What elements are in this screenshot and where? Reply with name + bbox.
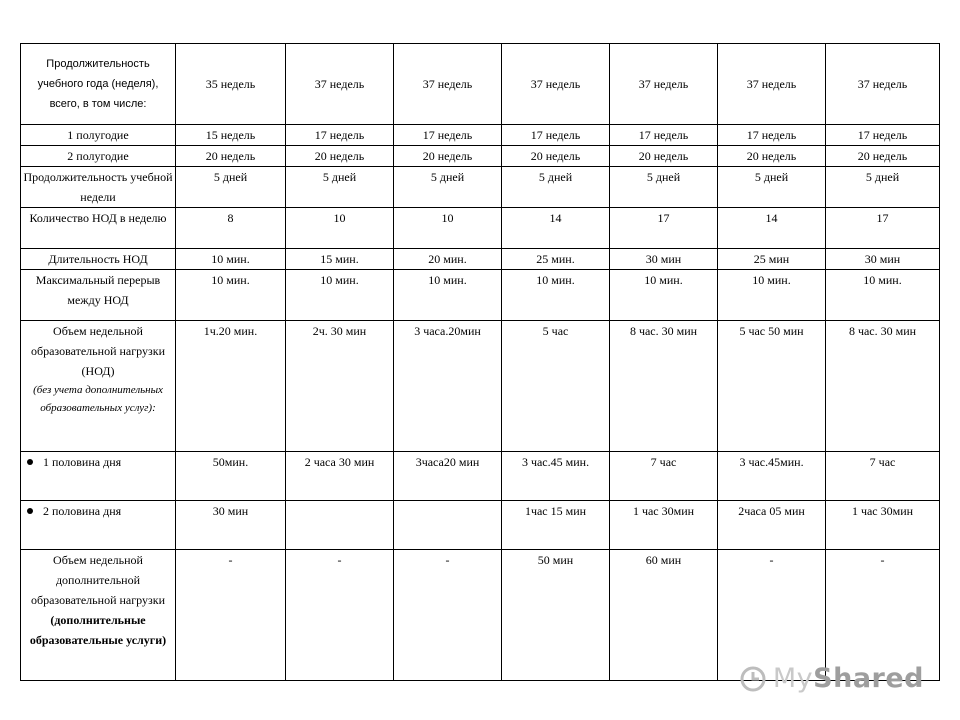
cell: 5 дней (176, 167, 286, 208)
cell: 17 (610, 208, 718, 249)
cell: - (718, 550, 826, 681)
cell: 10 (394, 208, 502, 249)
row-label-group (21, 321, 176, 452)
bullet-icon (27, 508, 33, 514)
cell: 8 (176, 208, 286, 249)
cell: 5 дней (286, 167, 394, 208)
row-label: 2 полугодие (21, 146, 176, 167)
row-year-duration (21, 44, 940, 125)
cell: 37 недель (826, 44, 940, 125)
cell: 5 дней (502, 167, 610, 208)
row-label-bold: (дополнительные образовательные услуги) (29, 613, 167, 647)
cell: 10 (286, 208, 394, 249)
cell: 2ч. 30 мин (286, 321, 394, 452)
row-lessons-per-week (21, 208, 940, 249)
cell: 30 мин (176, 501, 286, 550)
row-lesson-duration (21, 249, 940, 270)
cell: 8 час. 30 мин (826, 321, 940, 452)
row-label: Продолжительность учебной недели (21, 167, 176, 208)
cell: 30 мин (826, 249, 940, 270)
row-label-group (21, 501, 176, 550)
row-second-half-day (21, 501, 940, 550)
cell: 30 мин (610, 249, 718, 270)
cell: 1 час 30мин (610, 501, 718, 550)
cell: 10 мин. (394, 270, 502, 321)
cell: 1 час 30мин (826, 501, 940, 550)
row-weekly-load (21, 321, 940, 452)
cell: 10 мин. (718, 270, 826, 321)
cell: 1ч.20 мин. (176, 321, 286, 452)
cell: 17 (826, 208, 940, 249)
cell: 20 недель (610, 146, 718, 167)
row-label: Продолжительность учебного года (неделя), всего, в том числе: (21, 44, 176, 125)
cell: 17 недель (610, 125, 718, 146)
cell: 50мин. (176, 452, 286, 501)
row-label: Длительность НОД (21, 249, 176, 270)
cell: 37 недель (610, 44, 718, 125)
schedule-table (20, 43, 940, 681)
cell: 15 мин. (286, 249, 394, 270)
watermark-text: MyShared (772, 663, 924, 694)
cell (286, 501, 394, 550)
cell: 5 дней (718, 167, 826, 208)
cell: 60 мин (610, 550, 718, 681)
cell: 2 часа 30 мин (286, 452, 394, 501)
row-note: (без учета дополнительных образовательных услуг): (33, 384, 163, 414)
cell: 17 недель (286, 125, 394, 146)
cell: 5 дней (826, 167, 940, 208)
row-max-break (21, 270, 940, 321)
cell: 10 мин. (502, 270, 610, 321)
row-label: 1 полугодие (21, 125, 176, 146)
row-label: Объем недельной образовательной нагрузки (НОД) (30, 324, 165, 378)
cell: 17 недель (502, 125, 610, 146)
cell: 7 час (826, 452, 940, 501)
cell: 25 мин. (502, 249, 610, 270)
cell: - (176, 550, 286, 681)
cell: 15 недель (176, 125, 286, 146)
row-label: Максимальный перерыв между НОД (21, 270, 176, 321)
cell (394, 501, 502, 550)
cell: 37 недель (502, 44, 610, 125)
cell: - (826, 550, 940, 681)
cell: 20 недель (176, 146, 286, 167)
cell: 17 недель (394, 125, 502, 146)
row-label: 1 половина дня (43, 455, 122, 469)
cell: 3 часа.20мин (394, 321, 502, 452)
cell: 37 недель (718, 44, 826, 125)
cell: 5 час 50 мин (718, 321, 826, 452)
row-first-half-day (21, 452, 940, 501)
cell: 5 дней (394, 167, 502, 208)
cell: - (394, 550, 502, 681)
row-label-group (21, 550, 176, 681)
cell: 10 мин. (610, 270, 718, 321)
row-additional-load (21, 550, 940, 681)
cell: 10 мин. (826, 270, 940, 321)
cell: 20 мин. (394, 249, 502, 270)
cell: 1час 15 мин (502, 501, 610, 550)
cell: 20 недель (718, 146, 826, 167)
cell: 20 недель (502, 146, 610, 167)
cell: 3 час.45мин. (718, 452, 826, 501)
row-label: Количество НОД в неделю (21, 208, 176, 249)
cell: 37 недель (394, 44, 502, 125)
row-second-half-year (21, 146, 940, 167)
watermark (739, 663, 924, 694)
cell: 50 мин (502, 550, 610, 681)
clock-icon (739, 665, 767, 693)
cell: 3часа20 мин (394, 452, 502, 501)
cell: 10 мин. (286, 270, 394, 321)
cell: 2часа 05 мин (718, 501, 826, 550)
cell: - (286, 550, 394, 681)
cell: 25 мин (718, 249, 826, 270)
cell: 35 недель (176, 44, 286, 125)
cell: 10 мин. (176, 270, 286, 321)
cell: 10 мин. (176, 249, 286, 270)
cell: 37 недель (286, 44, 394, 125)
row-label: Объем недельной дополнительной образовательной нагрузки (30, 553, 165, 607)
row-first-half-year (21, 125, 940, 146)
cell: 8 час. 30 мин (610, 321, 718, 452)
row-label: 2 половина дня (43, 504, 122, 518)
row-week-length (21, 167, 940, 208)
cell: 5 час (502, 321, 610, 452)
cell: 20 недель (394, 146, 502, 167)
cell: 17 недель (718, 125, 826, 146)
cell: 5 дней (610, 167, 718, 208)
row-label-group (21, 452, 176, 501)
bullet-icon (27, 459, 33, 465)
cell: 7 час (610, 452, 718, 501)
cell: 20 недель (826, 146, 940, 167)
cell: 3 час.45 мин. (502, 452, 610, 501)
cell: 14 (718, 208, 826, 249)
cell: 20 недель (286, 146, 394, 167)
cell: 14 (502, 208, 610, 249)
cell: 17 недель (826, 125, 940, 146)
